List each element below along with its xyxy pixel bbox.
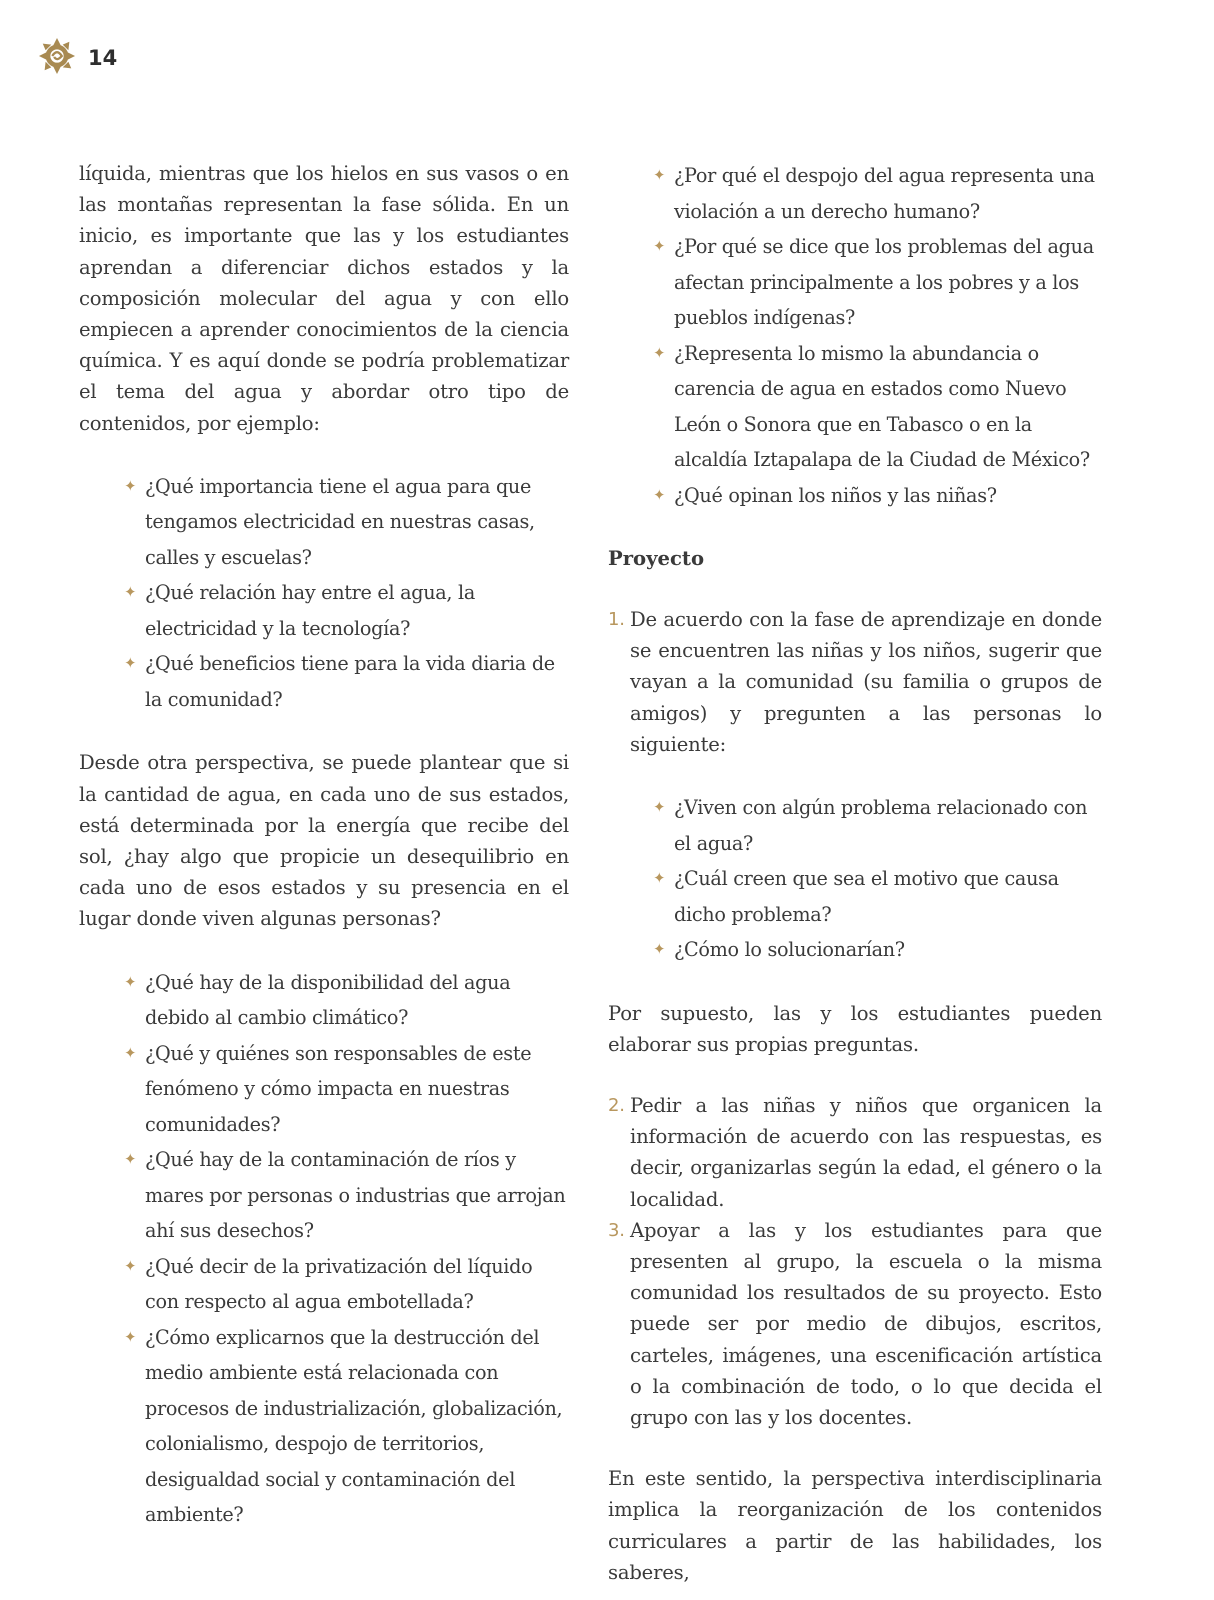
list-item: ✦ ¿Cuál creen que sea el motivo que causa dicho problema? — [654, 861, 1102, 932]
list-item: ✦ ¿Representa lo mismo la abundancia o carencia de agua en estados como Nuevo León o Sonora que en Tabasco o en la alcaldía Iztapalapa de la Ciudad de México? — [654, 336, 1102, 478]
diamond-bullet-icon: ✦ — [653, 343, 666, 362]
list-item: 2. Pedir a las niñas y niños que organicen la información de acuerdo con las respuestas, es decir, organizarlas según la edad, el género o la localidad. — [608, 1090, 1102, 1215]
paragraph: Desde otra perspectiva, se puede plantear que si la cantidad de agua, en cada uno de sus estados, está determinada por la energía que recibe del sol, ¿hay algo que propicie un desequilibrio en cada uno de esos estados y su presencia en el lugar donde viven algunas personas? — [79, 751, 569, 931]
list-item: ✦ ¿Qué y quiénes son responsables de este fenómeno y cómo impacta en nuestras comunidades? — [125, 1036, 569, 1143]
question-list — [608, 158, 1102, 513]
list-item: ✦ ¿Cómo lo solucionarían? — [654, 932, 1102, 968]
list-item: ✦ ¿Cómo explicarnos que la destrucción del medio ambiente está relacionada con procesos de industrialización, globalización, colonialismo, despojo de territorios, desigualdad social y contaminación del ambiente? — [125, 1320, 569, 1533]
list-item: ✦ ¿Qué beneficios tiene para la vida diaria de la comunidad? — [125, 646, 569, 717]
page-header — [38, 38, 117, 78]
diamond-bullet-icon: ✦ — [653, 869, 666, 888]
step-number: 3. — [608, 1219, 625, 1241]
question-list — [608, 790, 1102, 968]
page-number: 14 — [88, 46, 118, 70]
list-item: ✦ ¿Qué hay de la contaminación de ríos y mares por personas o industrias que arrojan ahí sus desechos? — [125, 1142, 569, 1249]
list-item: ✦ ¿Por qué se dice que los problemas del agua afectan principalmente a los pobres y a los pueblos indígenas? — [654, 229, 1102, 336]
list-item: ✦ ¿Qué relación hay entre el agua, la electricidad y la tecnología? — [125, 575, 569, 646]
diamond-bullet-icon: ✦ — [653, 485, 666, 504]
step-number: 1. — [608, 609, 625, 630]
paragraph: En este sentido, la perspectiva interdisciplinaria implica la reorganización de los contenidos curriculares a partir de las habilidades, los saberes, — [608, 1467, 1102, 1584]
diamond-bullet-icon: ✦ — [653, 237, 666, 255]
diamond-bullet-icon: ✦ — [124, 1256, 137, 1275]
gear-sun-emblem-icon — [38, 37, 76, 79]
paragraph: líquida, mientras que los hielos en sus vasos o en las montañas representan la fase sólida. En un inicio, es importante que las y los estudiantes aprendan a diferenciar dichos estados y la composición molecular del agua y con ello empiecen a aprender conocimientos de la ciencia química. Y es aquí donde se podría problematizar el tema del agua y abordar otro tipo de contenidos, por ejemplo: — [79, 162, 569, 435]
list-item: ✦ ¿Qué decir de la privatización del líquido con respecto al agua embotellada? — [125, 1249, 569, 1320]
list-item: 3. Apoyar a las y los estudiantes para que presenten al grupo, la escuela o la misma comunidad los resultados de su proyecto. Esto puede ser por medio de dibujos, escritos, carteles, imágenes, una escenificación artística o la combinación de todo, o lo que decida el grupo con las y los docentes. — [608, 1215, 1102, 1433]
list-item: ✦ ¿Viven con algún problema relacionado con el agua? — [654, 790, 1102, 861]
diamond-bullet-icon: ✦ — [124, 476, 137, 495]
diamond-bullet-icon: ✦ — [653, 940, 666, 959]
diamond-bullet-icon: ✦ — [124, 654, 137, 673]
list-item: ✦ ¿Qué opinan los niños y las niñas? — [654, 478, 1102, 514]
right-column — [608, 158, 1102, 1588]
list-item: ✦ ¿Qué importancia tiene el agua para que tengamos electricidad en nuestras casas, calles y escuelas? — [125, 469, 569, 576]
left-column — [79, 158, 569, 1533]
step-number: 2. — [608, 1094, 625, 1116]
section-title: Proyecto — [608, 547, 705, 570]
diamond-bullet-icon: ✦ — [124, 1043, 137, 1062]
diamond-bullet-icon: ✦ — [124, 1327, 137, 1346]
list-item: ✦ ¿Por qué el despojo del agua representa una violación a un derecho humano? — [654, 158, 1102, 229]
paragraph: Por supuesto, las y los estudiantes pueden elaborar sus propias preguntas. — [608, 1001, 1102, 1056]
question-list — [79, 469, 569, 718]
list-item: ✦ ¿Qué hay de la disponibilidad del agua debido al cambio climático? — [125, 965, 569, 1036]
diamond-bullet-icon: ✦ — [124, 583, 137, 602]
steps-list — [608, 604, 1102, 760]
diamond-bullet-icon: ✦ — [653, 166, 666, 184]
list-item: 1. De acuerdo con la fase de aprendizaje en donde se encuentren las niñas y los niños, sugerir que vayan a la comunidad (su familia o grupos de amigos) y pregunten a las personas lo siguiente: — [608, 604, 1102, 760]
steps-list — [608, 1090, 1102, 1433]
question-list — [79, 965, 569, 1533]
diamond-bullet-icon: ✦ — [124, 972, 137, 991]
diamond-bullet-icon: ✦ — [653, 798, 666, 817]
diamond-bullet-icon: ✦ — [124, 1150, 137, 1169]
